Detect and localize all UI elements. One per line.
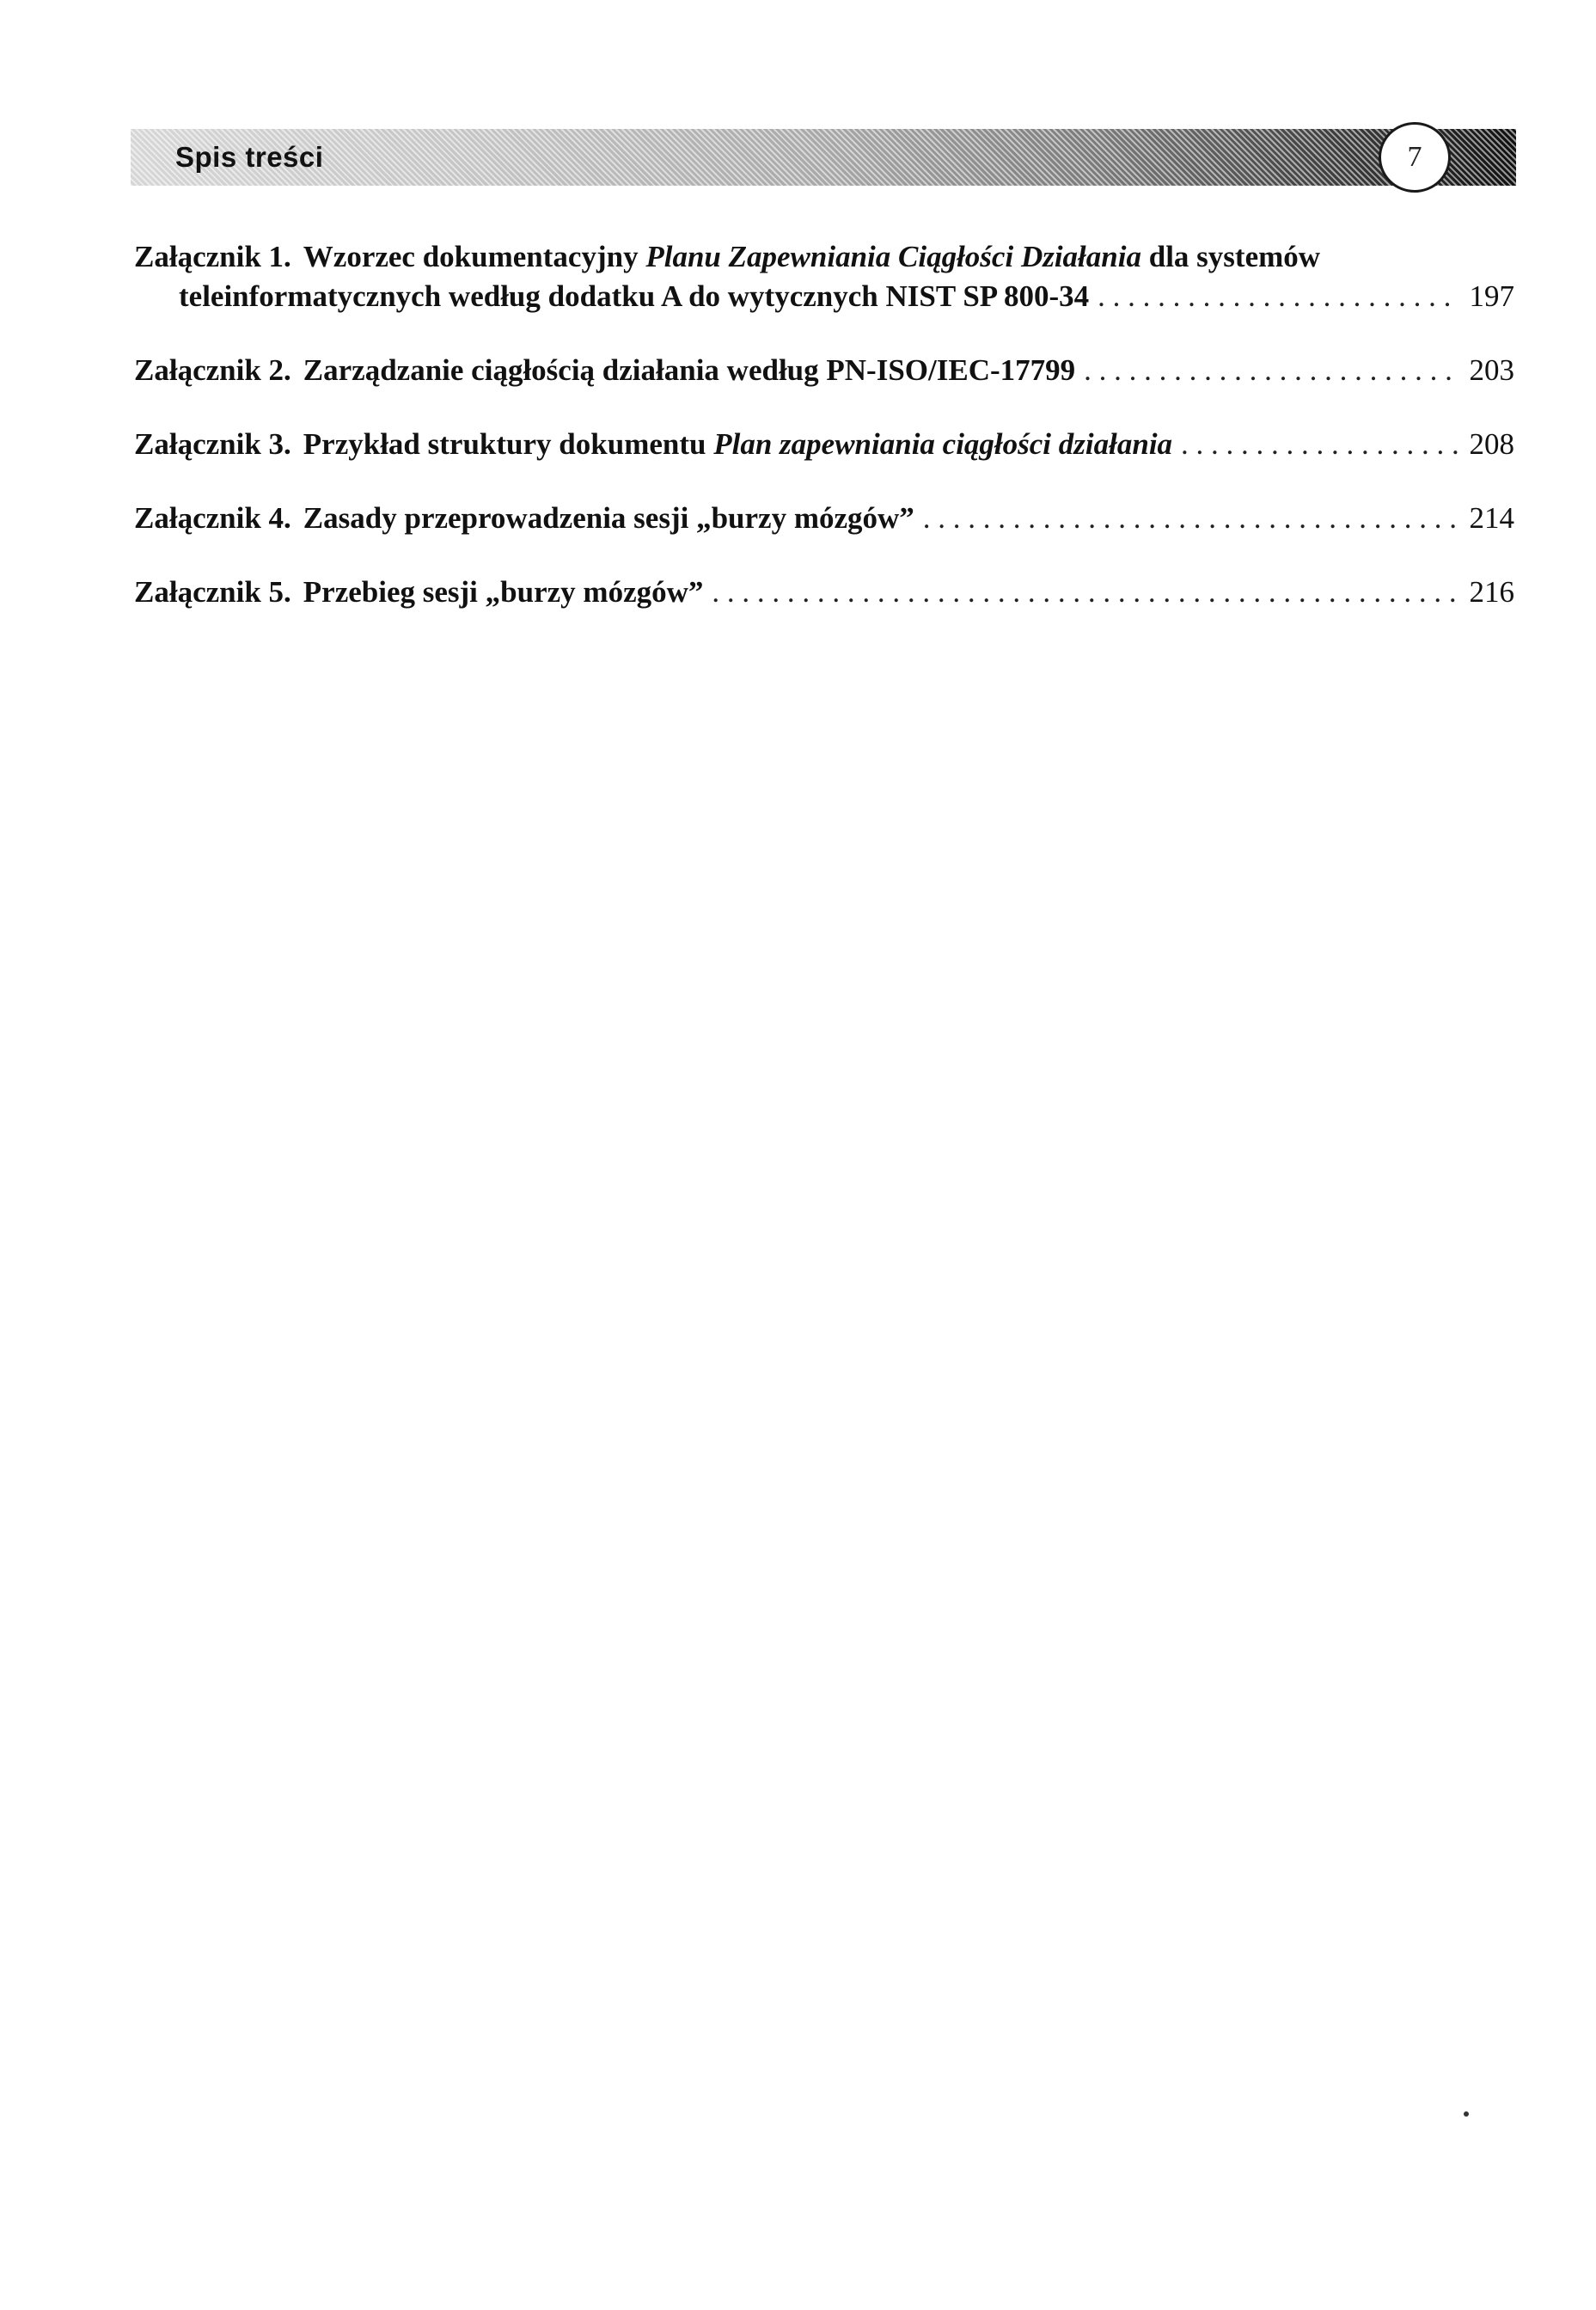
toc-entry-title: Przebieg sesji „burzy mózgów” bbox=[303, 575, 704, 609]
toc-entry-4[interactable] bbox=[134, 499, 1514, 538]
toc-entry-title: Wzorzec dokumentacyjny Planu Zapewniania Ciągłości Działania dla systemów bbox=[303, 240, 1321, 273]
scan-speck bbox=[1464, 2111, 1469, 2117]
toc-entry-page: 203 bbox=[1469, 353, 1514, 387]
toc-entry-1[interactable] bbox=[134, 237, 1514, 316]
running-header-title: Spis treści bbox=[175, 141, 324, 173]
toc-entry-page: 214 bbox=[1469, 501, 1514, 535]
toc-entry-5[interactable] bbox=[134, 573, 1514, 612]
toc-entry-label: Załącznik 2. bbox=[134, 353, 291, 387]
dot-leader bbox=[1181, 425, 1458, 464]
table-of-contents bbox=[134, 237, 1514, 646]
toc-entry-2[interactable] bbox=[134, 351, 1514, 390]
toc-entry-3[interactable] bbox=[134, 425, 1514, 464]
dot-leader bbox=[923, 499, 1458, 538]
page-number-badge: 7 bbox=[1379, 122, 1451, 193]
toc-entry-title-continuation: teleinformatycznych według dodatku A do wytycznych NIST SP 800-34 bbox=[179, 279, 1090, 313]
toc-entry-label: Załącznik 1. bbox=[134, 240, 291, 273]
toc-entry-title: Zasady przeprowadzenia sesji „burzy mózgów” bbox=[303, 501, 914, 535]
dot-leader bbox=[1098, 277, 1458, 316]
running-header bbox=[131, 129, 1516, 186]
dot-leader bbox=[1084, 351, 1458, 390]
toc-entry-page: 208 bbox=[1469, 427, 1514, 461]
toc-entry-label: Załącznik 5. bbox=[134, 575, 291, 609]
toc-entry-title: Zarządzanie ciągłością działania według PN-ISO/IEC-17799 bbox=[303, 353, 1076, 387]
dot-leader bbox=[712, 573, 1458, 612]
toc-entry-page: 197 bbox=[1469, 279, 1514, 313]
toc-entry-label: Załącznik 3. bbox=[134, 427, 291, 461]
toc-entry-title: Przykład struktury dokumentu Plan zapewniania ciągłości działania bbox=[303, 427, 1173, 461]
toc-entry-page: 216 bbox=[1469, 575, 1514, 609]
toc-entry-label: Załącznik 4. bbox=[134, 501, 291, 535]
